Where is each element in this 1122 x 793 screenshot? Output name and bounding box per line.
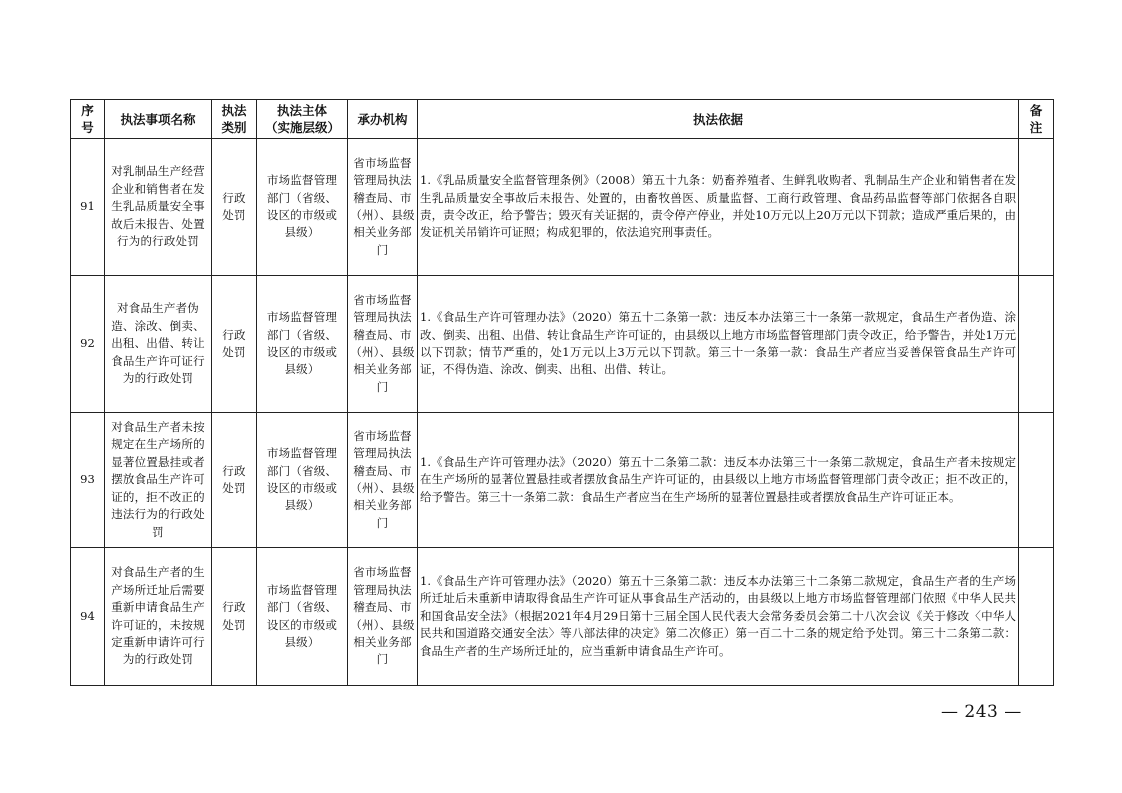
handling-organization: 省市场监督管理局执法稽查局、市（州）、县级相关业务部门	[348, 413, 418, 548]
enforcement-body: 市场监督管理部门（省级、设区的市级或县级）	[257, 548, 348, 686]
table-row	[71, 413, 1054, 548]
header-name: 执法事项名称	[105, 100, 212, 139]
remarks	[1019, 276, 1054, 413]
enforcement-body: 市场监督管理部门（省级、设区的市级或县级）	[257, 139, 348, 276]
header-org: 承办机构	[348, 100, 418, 139]
item-name: 对乳制品生产经营企业和销售者在发生乳品质量安全事故后未报告、处置行为的行政处罚	[105, 139, 212, 276]
handling-organization: 省市场监督管理局执法稽查局、市（州）、县级相关业务部门	[348, 276, 418, 413]
remarks	[1019, 139, 1054, 276]
header-note: 备注	[1019, 100, 1054, 139]
legal-basis: 1.《食品生产许可管理办法》（2020）第五十二条第一款：违反本办法第三十一条第一款规定，食品生产者伪造、涂改、倒卖、出租、出借、转让食品生产许可证的，由县级以上地方市场监督管理部门责令改正，给予警告，并处1万元以下罚款；情节严重的，处1万元以上3万元以下罚款。第三十一条第一款：食品生产者应当妥善保管食品生产许可证，不得伪造、涂改、倒卖、出租、出借、转让。	[418, 276, 1019, 413]
handling-organization: 省市场监督管理局执法稽查局、市（州）、县级相关业务部门	[348, 548, 418, 686]
item-name: 对食品生产者伪造、涂改、倒卖、出租、出借、转让食品生产许可证行为的行政处罚	[105, 276, 212, 413]
enforcement-body: 市场监督管理部门（省级、设区的市级或县级）	[257, 413, 348, 548]
legal-basis: 1.《乳品质量安全监督管理条例》（2008）第五十九条：奶畜养殖者、生鲜乳收购者、乳制品生产企业和销售者在发生乳品质量安全事故后未报告、处置的，由畜牧兽医、质量监督、工商行政管理、食品药品监督等部门依据各自职责，责令改正，给予警告；毁灭有关证据的，责令停产停业，并处10万元以上20万元以下罚款；造成严重后果的，由发证机关吊销许可证照；构成犯罪的，依法追究刑事责任。	[418, 139, 1019, 276]
row-number: 91	[71, 139, 105, 276]
enforcement-body: 市场监督管理部门（省级、设区的市级或县级）	[257, 276, 348, 413]
table-header	[71, 100, 1054, 139]
handling-organization: 省市场监督管理局执法稽查局、市（州）、县级相关业务部门	[348, 139, 418, 276]
item-name: 对食品生产者的生产场所迁址后需要重新申请食品生产许可证的，未按规定重新申请许可行为的行政处罚	[105, 548, 212, 686]
row-number: 92	[71, 276, 105, 413]
header-body: 执法主体（实施层级）	[257, 100, 348, 139]
row-number: 94	[71, 548, 105, 686]
legal-basis: 1.《食品生产许可管理办法》（2020）第五十三条第二款：违反本办法第三十二条第二款规定，食品生产者的生产场所迁址后未重新申请取得食品生产许可证从事食品生产活动的，由县级以上地方市场监督管理部门依照《中华人民共和国食品安全法》（根据2021年4月29日第十三届全国人民代表大会常务委员会第二十八次会议《关于修改〈中华人民共和国道路交通安全法〉等八部法律的决定》第二次修正）第一百二十二条的规定给予处罚。第三十二条第二款：食品生产者的生产场所迁址的，应当重新申请食品生产许可。	[418, 548, 1019, 686]
legal-basis: 1.《食品生产许可管理办法》（2020）第五十二条第二款：违反本办法第三十一条第二款规定，食品生产者未按规定在生产场所的显著位置悬挂或者摆放食品生产许可证的，由县级以上地方市场监督管理部门责令改正；拒不改正的，给予警告。第三十一条第二款：食品生产者应当在生产场所的显著位置悬挂或者摆放食品生产许可证正本。	[418, 413, 1019, 548]
header-type: 执法类别	[212, 100, 257, 139]
remarks	[1019, 548, 1054, 686]
header-basis: 执法依据	[418, 100, 1019, 139]
table-row	[71, 548, 1054, 686]
enforcement-type: 行政处罚	[212, 413, 257, 548]
enforcement-type: 行政处罚	[212, 139, 257, 276]
item-name: 对食品生产者未按规定在生产场所的显著位置悬挂或者摆放食品生产许可证的，拒不改正的违法行为的行政处罚	[105, 413, 212, 548]
page-number: — 243 —	[941, 702, 1022, 722]
enforcement-items-table	[70, 99, 1054, 686]
enforcement-type: 行政处罚	[212, 276, 257, 413]
table-row	[71, 276, 1054, 413]
row-number: 93	[71, 413, 105, 548]
enforcement-type: 行政处罚	[212, 548, 257, 686]
table-row	[71, 139, 1054, 276]
remarks	[1019, 413, 1054, 548]
header-no: 序号	[71, 100, 105, 139]
